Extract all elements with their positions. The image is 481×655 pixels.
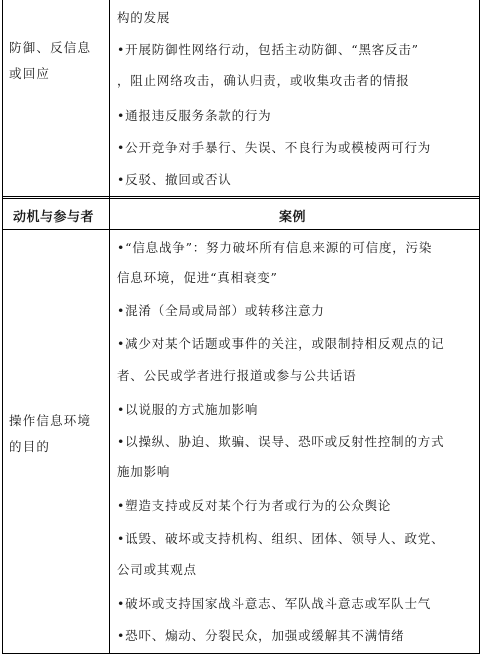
section1-line: •反驳、撤回或否认 xyxy=(117,172,232,187)
section2-line: •恐吓、煽动、分裂民众，加强或缓解其不满情绪 xyxy=(117,628,405,643)
section2-line: •以说服的方式施加影响 xyxy=(117,402,259,417)
section2-label-line2: 的目的 xyxy=(9,439,51,454)
section1-line: ，阻止网络攻击，确认归责，或收集攻击者的情报 xyxy=(117,73,410,88)
section2-label xyxy=(9,413,105,455)
section2-line: 信息环境，促进“真相衰变” xyxy=(117,270,278,285)
section1-line: •通报违反服务条款的行为 xyxy=(117,108,272,123)
section2-line: •以操纵、胁迫、欺骗、误导、恐吓或反射性控制的方式 xyxy=(117,434,445,449)
section1-line: •公开竞争对手暴行、失误、不良行为或模棱两可行为 xyxy=(117,140,432,155)
section1-label xyxy=(9,40,105,82)
section1-label-line2: 或回应 xyxy=(9,66,51,81)
section1-label-line1: 防御、反信息 xyxy=(9,40,92,55)
section2-line: 施加影响 xyxy=(117,464,171,479)
section2-line: 公司或其观点 xyxy=(117,562,197,577)
section1-line: 构的发展 xyxy=(117,10,171,25)
header-motive: 动机与参与者 xyxy=(13,210,95,225)
section2-line: 者、公民或学者进行报道或参与公共话语 xyxy=(117,368,357,383)
header-cases: 案例 xyxy=(279,210,307,225)
section2-line: •混淆（全局或局部）或转移注意力 xyxy=(117,303,325,318)
section1-line: •开展防御性网络行动，包括主动防御、“黑客反击” xyxy=(117,42,419,57)
section2-line: •减少对某个话题或事件的关注，或限制持相反观点的记 xyxy=(117,336,445,351)
content-table xyxy=(2,0,480,654)
table-rule xyxy=(3,198,479,199)
table-rule xyxy=(3,196,479,197)
section2-line: •诋毁、破坏或支持机构、组织、团体、领导人、政党、 xyxy=(117,531,445,546)
section2-line: •破坏或支持国家战斗意志、军队战斗意志或军队士气 xyxy=(117,596,432,611)
section2-line: •塑造支持或反对某个行为者或行为的公众舆论 xyxy=(117,498,392,513)
table-rule xyxy=(3,229,479,230)
section2-label-line1: 操作信息环境 xyxy=(9,413,92,428)
column-divider xyxy=(109,0,110,653)
section2-line: •“信息战争”：努力破坏所有信息来源的可信度，污染 xyxy=(117,240,433,255)
